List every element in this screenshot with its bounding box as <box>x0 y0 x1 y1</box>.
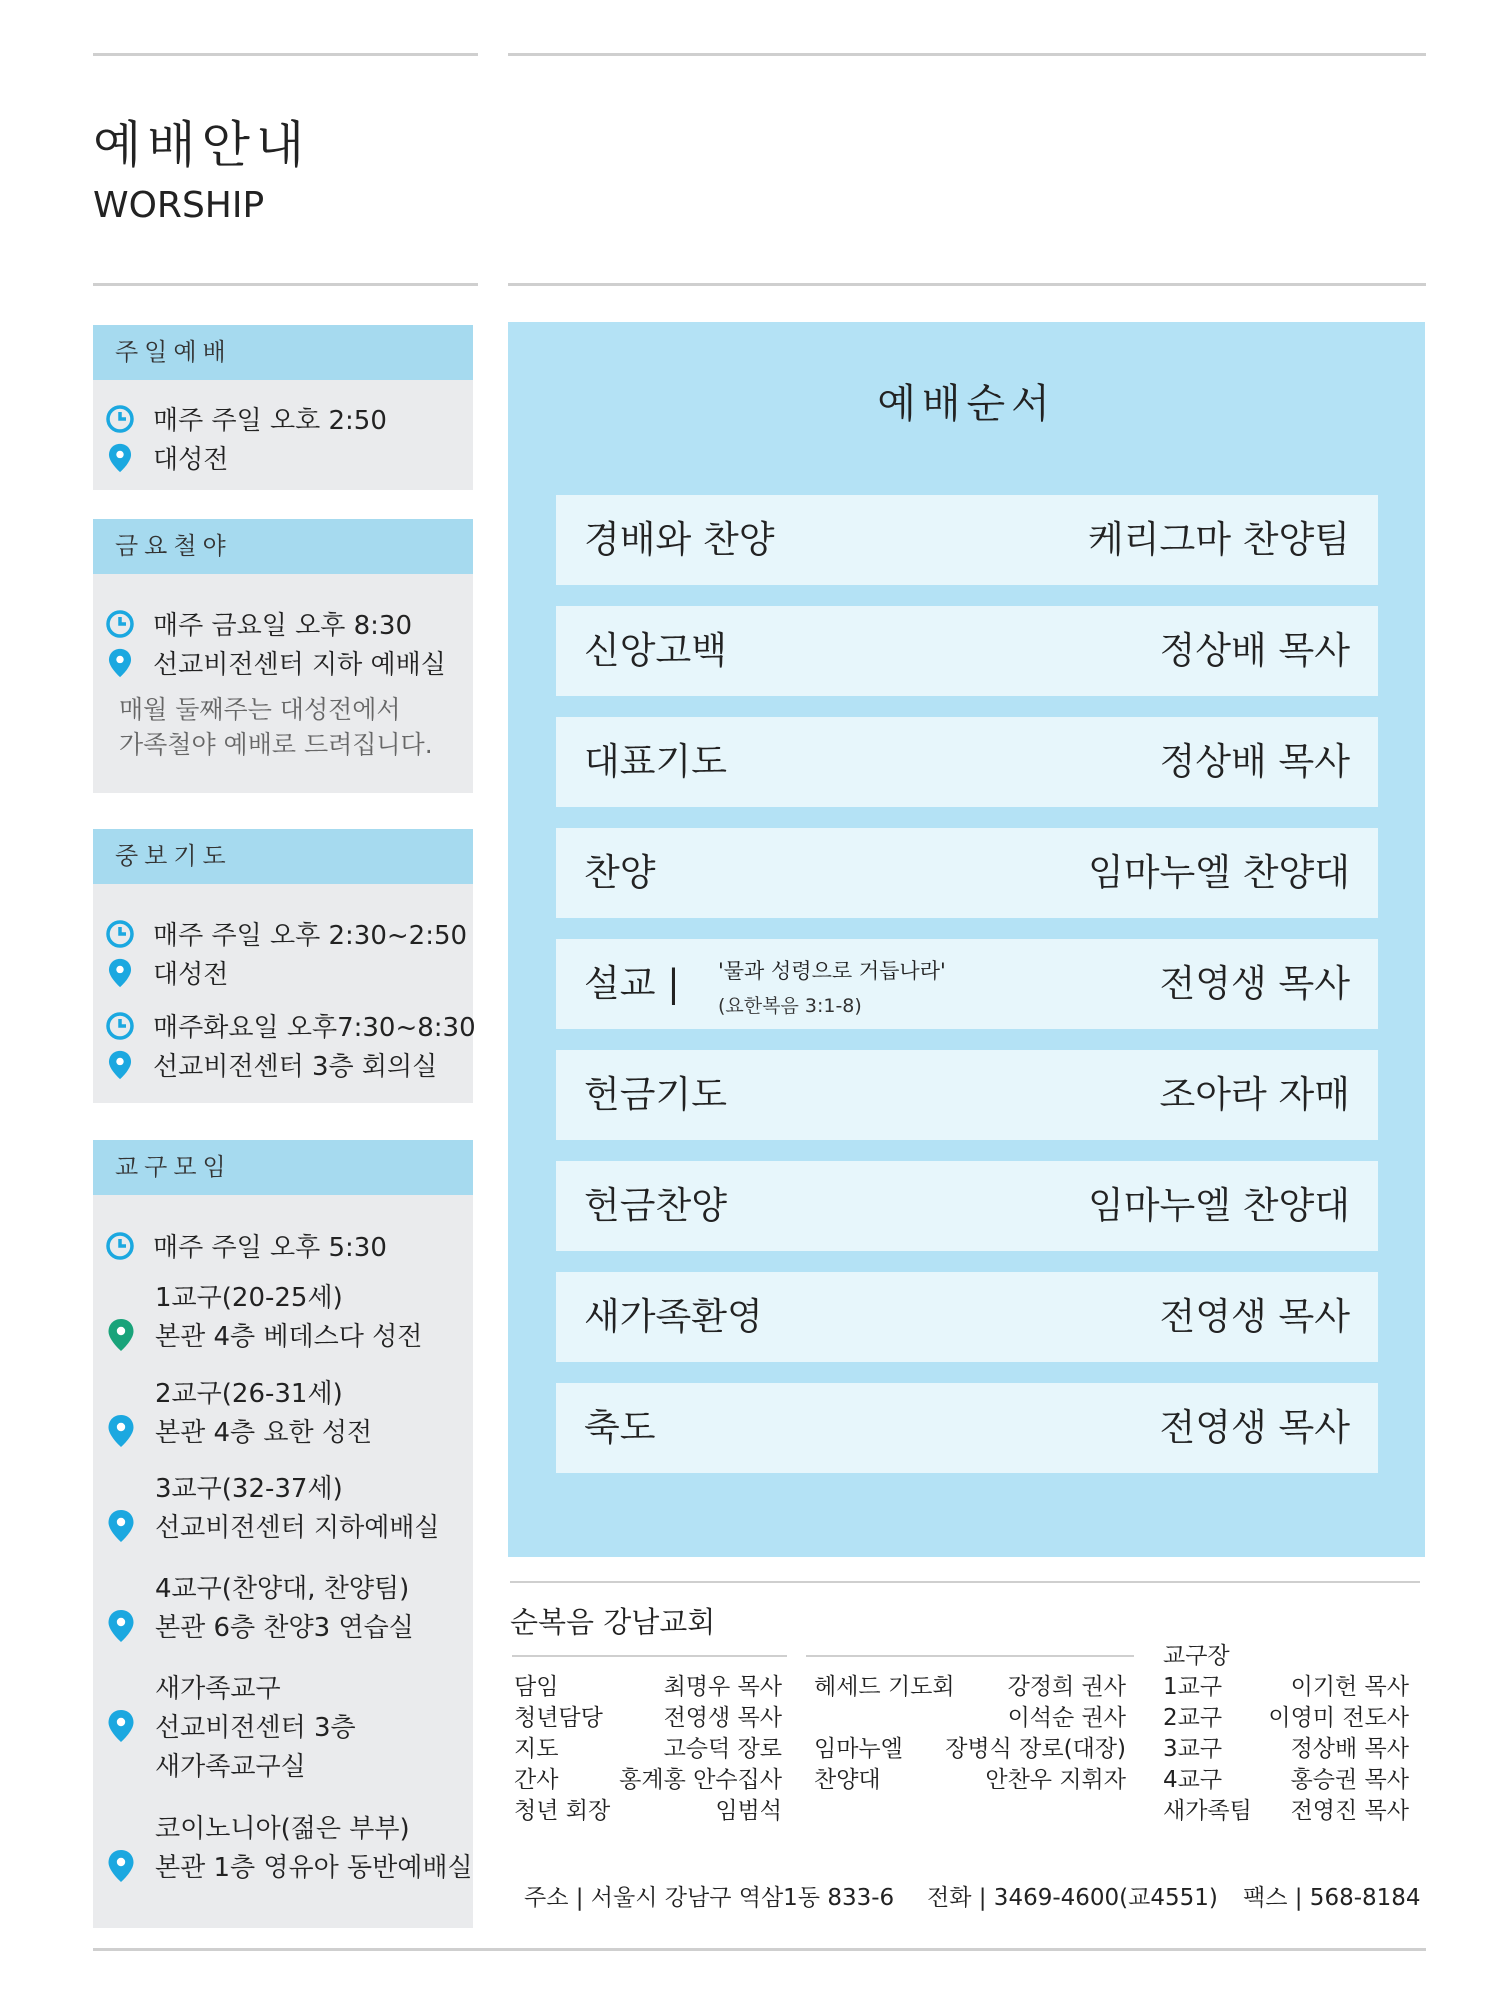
staff-role: 간사 <box>514 1767 559 1793</box>
ministry-row <box>814 1734 1126 1765</box>
leader-name: 홍승권 목사 <box>1290 1767 1409 1793</box>
order-item-leader: 케리그마 찬양팀 <box>1088 518 1350 561</box>
order-item-name: 경배와 찬양 <box>584 518 775 561</box>
district-leaders-list <box>1163 1641 1409 1827</box>
staff-role: 지도 <box>514 1736 559 1762</box>
district-group-place: 선교비전센터 지하예배실 <box>155 1513 440 1543</box>
page-title: 예배안내 <box>93 116 311 174</box>
district-group-label: 새가족교구 <box>155 1674 281 1704</box>
ministry-row <box>814 1765 1126 1796</box>
church-name: 순복음 강남교회 <box>510 1605 716 1639</box>
staff-name: 전영생 목사 <box>663 1705 782 1731</box>
prayer-heading: 중보기도 <box>93 829 473 884</box>
leader-row <box>1163 1796 1409 1827</box>
order-item-leader: 전영생 목사 <box>1159 1406 1350 1449</box>
district-time: 매주 주일 오후 5:30 <box>153 1233 387 1263</box>
order-item <box>556 717 1378 807</box>
sunday-place-row <box>105 439 228 476</box>
ministry-rule <box>806 1655 1134 1657</box>
ministry-name: 안찬우 지휘자 <box>985 1767 1126 1793</box>
ministry-name: 강정희 권사 <box>1007 1674 1126 1700</box>
title-rule-left <box>93 283 478 286</box>
leader-name: 이기헌 목사 <box>1290 1674 1409 1700</box>
district-group-place-2: 새가족교구실 <box>155 1752 306 1782</box>
sunday-time: 매주 주일 오호 2:50 <box>153 406 387 436</box>
prayer-time2-row <box>105 1007 476 1044</box>
title-rule-right <box>508 283 1426 286</box>
order-item-leader: 전영생 목사 <box>1159 1295 1350 1338</box>
friday-note-1: 매월 둘째주는 대성전에서 <box>119 695 401 724</box>
staff-row <box>514 1703 782 1734</box>
order-item <box>556 495 1378 585</box>
sermon-scripture: (요한복음 3:1-8) <box>718 995 862 1017</box>
friday-place: 선교비전센터 지하 예배실 <box>153 650 446 680</box>
district-time-row <box>105 1227 387 1264</box>
order-item-name: 설교 | <box>584 962 680 1005</box>
church-fax: 팩스 | 568-8184 <box>1243 1885 1421 1911</box>
order-item-leader: 조아라 자매 <box>1159 1073 1350 1116</box>
ministry-row <box>814 1703 1126 1734</box>
leader-name: 전영진 목사 <box>1290 1798 1409 1824</box>
bottom-rule <box>93 1948 1426 1951</box>
district-group-place: 본관 4층 베데스다 성전 <box>155 1322 423 1352</box>
leader-role: 4교구 <box>1163 1767 1223 1793</box>
district-group-label: 코이노니아(젊은 부부) <box>155 1814 410 1844</box>
order-item-leader: 전영생 목사 <box>1159 962 1350 1005</box>
order-item <box>556 606 1378 696</box>
prayer-place2: 선교비전센터 3층 회의실 <box>153 1052 438 1082</box>
sunday-place: 대성전 <box>153 445 229 475</box>
district-group-place: 본관 1층 영유아 동반예배실 <box>155 1853 473 1883</box>
sunday-worship-box <box>93 325 473 490</box>
staff-rule <box>512 1655 787 1657</box>
prayer-place1-row <box>105 954 228 991</box>
leader-row <box>1163 1734 1409 1765</box>
worship-order-panel <box>508 322 1425 1557</box>
location-pin-icon <box>105 1050 135 1080</box>
clock-icon <box>105 919 135 949</box>
staff-row <box>514 1672 782 1703</box>
district-group-place: 선교비전센터 3층 <box>155 1713 356 1743</box>
order-item-leader: 임마누엘 찬양대 <box>1088 1184 1350 1227</box>
order-item <box>556 1161 1378 1251</box>
order-item-name: 찬양 <box>584 851 656 894</box>
staff-role: 청년 회장 <box>514 1798 611 1824</box>
leader-role: 1교구 <box>1163 1674 1223 1700</box>
clock-icon <box>105 1231 135 1261</box>
prayer-place1: 대성전 <box>153 960 229 990</box>
order-item-name: 대표기도 <box>584 740 727 783</box>
location-pin-icon <box>107 1709 135 1743</box>
district-leaders-title: 교구장 <box>1163 1643 1230 1669</box>
clock-icon <box>105 404 135 434</box>
location-pin-icon <box>105 648 135 678</box>
order-item-name: 새가족환영 <box>584 1295 763 1338</box>
prayer-time1-row <box>105 915 467 952</box>
staff-name: 고승덕 장로 <box>663 1736 782 1762</box>
footer-top-rule <box>510 1581 1420 1583</box>
location-pin-icon <box>107 1849 135 1883</box>
order-item <box>556 1272 1378 1362</box>
ministry-name: 이석순 권사 <box>1007 1705 1126 1731</box>
staff-role: 담임 <box>514 1674 559 1700</box>
order-item-name: 헌금찬양 <box>584 1184 727 1227</box>
sunday-time-row <box>105 400 387 437</box>
page-subtitle: WORSHIP <box>93 185 265 226</box>
order-item-sermon <box>556 939 1378 1029</box>
church-phone: 전화 | 3469-4600(교4551) <box>927 1885 1218 1911</box>
order-item-name: 축도 <box>584 1406 656 1449</box>
ministry-row <box>814 1672 1126 1703</box>
staff-row <box>514 1734 782 1765</box>
staff-list <box>514 1672 782 1827</box>
order-item-leader: 정상배 목사 <box>1159 629 1350 672</box>
order-item-leader: 임마누엘 찬양대 <box>1088 851 1350 894</box>
staff-name: 최명우 목사 <box>663 1674 782 1700</box>
sunday-worship-heading: 주일예배 <box>93 325 473 380</box>
ministry-role: 헤세드 기도회 <box>814 1674 955 1700</box>
leader-row <box>1163 1765 1409 1796</box>
ministry-role: 찬양대 <box>814 1767 881 1793</box>
friday-note-2: 가족철야 예배로 드려집니다. <box>119 730 433 759</box>
district-group-label: 3교구(32-37세) <box>155 1474 343 1504</box>
prayer-time1: 매주 주일 오후 2:30~2:50 <box>153 921 468 951</box>
ministry-role: 임마누엘 <box>814 1736 903 1762</box>
prayer-box <box>93 829 476 1103</box>
friday-place-row <box>105 644 446 681</box>
location-pin-icon <box>105 958 135 988</box>
friday-vigil-box <box>93 519 473 793</box>
leader-role: 새가족팀 <box>1163 1798 1252 1824</box>
ministry-list <box>814 1672 1126 1796</box>
leader-name: 이영미 전도사 <box>1268 1705 1409 1731</box>
staff-name: 홍계홍 안수집사 <box>619 1767 782 1793</box>
top-rule-right <box>508 53 1426 56</box>
worship-order-title: 예배순서 <box>877 381 1056 427</box>
order-item <box>556 1050 1378 1140</box>
order-item-leader: 정상배 목사 <box>1159 740 1350 783</box>
location-pin-icon <box>107 1509 135 1543</box>
location-pin-icon <box>107 1609 135 1643</box>
location-pin-icon <box>105 443 135 473</box>
staff-name: 임범석 <box>715 1798 782 1824</box>
staff-role: 청년담당 <box>514 1705 603 1731</box>
district-group-label: 1교구(20-25세) <box>155 1283 343 1313</box>
location-pin-icon <box>107 1318 135 1352</box>
ministry-name: 장병식 장로(대장) <box>945 1736 1126 1762</box>
leader-role: 2교구 <box>1163 1705 1223 1731</box>
friday-time: 매주 금요일 오후 8:30 <box>153 611 412 641</box>
order-item-name: 헌금기도 <box>584 1073 727 1116</box>
sermon-title: '물과 성령으로 거듭나라' <box>718 959 946 983</box>
staff-row <box>514 1765 782 1796</box>
friday-vigil-heading: 금요철야 <box>93 519 473 574</box>
friday-time-row <box>105 605 412 642</box>
leader-name: 정상배 목사 <box>1290 1736 1409 1762</box>
top-rule-left <box>93 53 478 56</box>
prayer-place2-row <box>105 1046 437 1083</box>
clock-icon <box>105 609 135 639</box>
leader-row <box>1163 1672 1409 1703</box>
order-item <box>556 1383 1378 1473</box>
order-item-name: 신앙고백 <box>584 629 727 672</box>
district-group-place: 본관 4층 요한 성전 <box>155 1418 373 1448</box>
church-address: 주소 | 서울시 강남구 역삼1동 833-6 <box>524 1885 895 1911</box>
district-group-label: 2교구(26-31세) <box>155 1379 343 1409</box>
clock-icon <box>105 1011 135 1041</box>
district-heading: 교구모임 <box>93 1140 473 1195</box>
location-pin-icon <box>107 1414 135 1448</box>
leader-role: 3교구 <box>1163 1736 1223 1762</box>
order-item <box>556 828 1378 918</box>
staff-row <box>514 1796 782 1827</box>
district-group-place: 본관 6층 찬양3 연습실 <box>155 1613 414 1643</box>
district-group-label: 4교구(찬양대, 찬양팀) <box>155 1574 410 1604</box>
prayer-time2: 매주화요일 오후7:30~8:30 <box>153 1013 476 1043</box>
leader-row <box>1163 1703 1409 1734</box>
district-box <box>93 1140 473 1928</box>
